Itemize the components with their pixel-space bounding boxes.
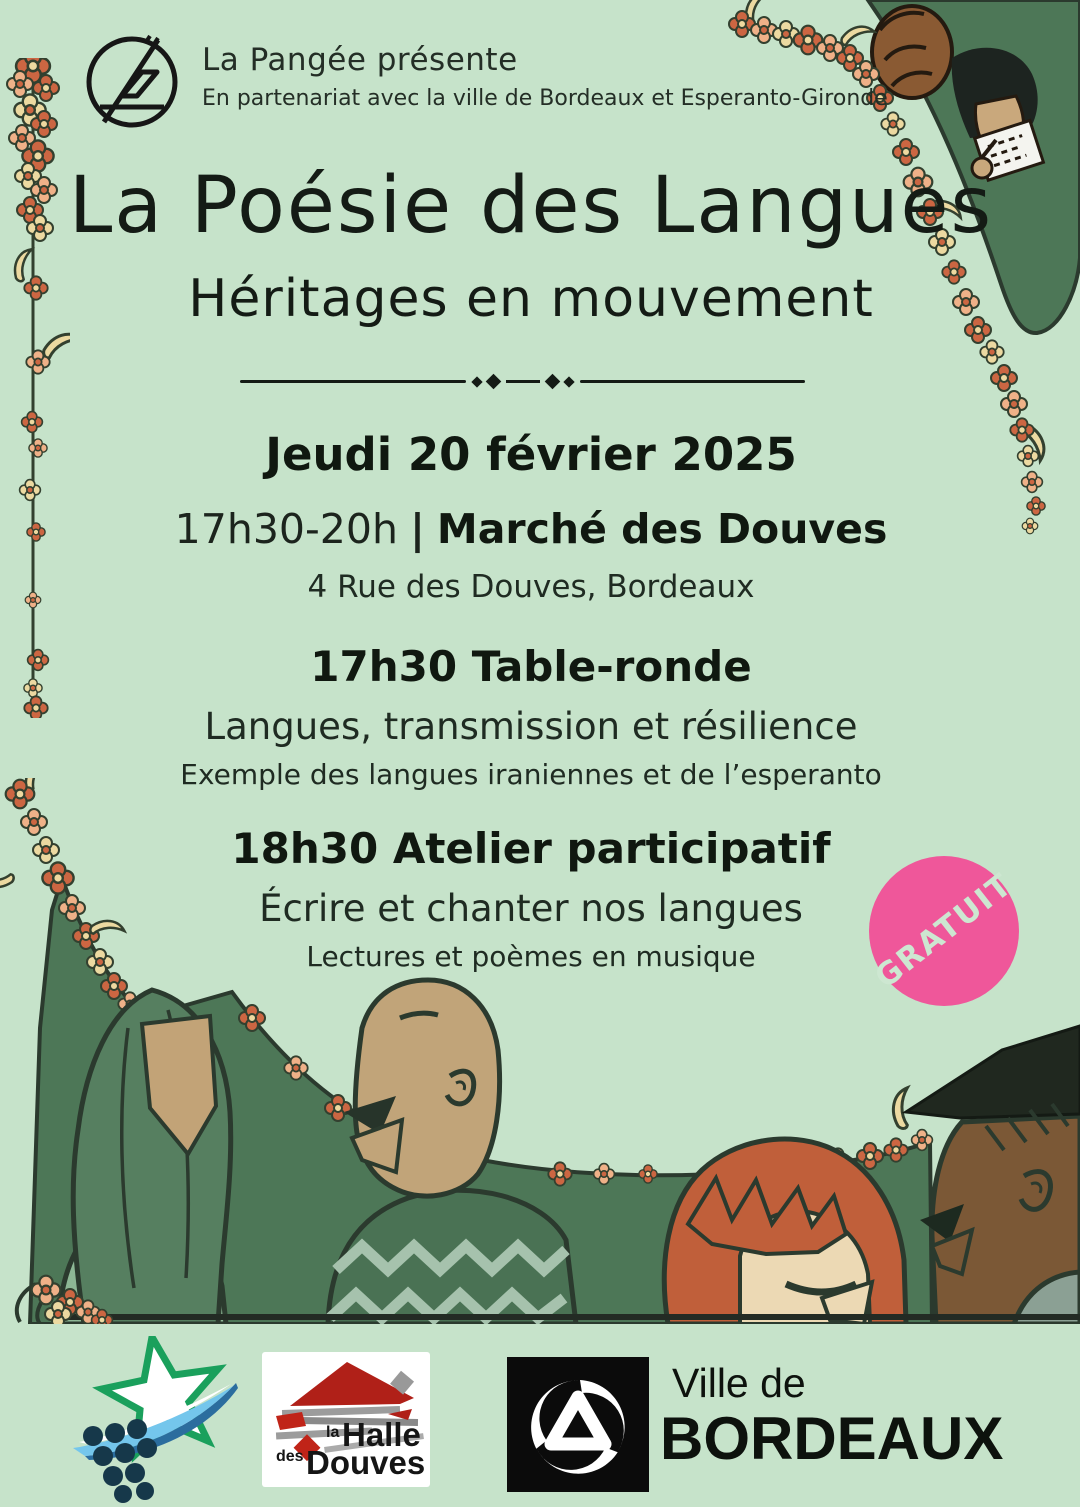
event-venue: Marché des Douves [436, 505, 888, 553]
event-time-venue [0, 505, 1062, 553]
bottom-illustration [0, 778, 1080, 1324]
esperanto-gironde-logo [55, 1336, 240, 1504]
session-table-ronde [0, 642, 1062, 791]
halle-logo-la: la [326, 1424, 340, 1441]
halle-des-douves-logo [262, 1352, 430, 1487]
session-detail: Exemple des langues iraniennes et de l’esperanto [180, 758, 882, 791]
session-subtitle: Écrire et chanter nos langues [259, 887, 803, 930]
title-divider [240, 376, 805, 387]
session-heading: 17h30 Table-ronde [310, 642, 752, 691]
ville-de-bordeaux-logo [507, 1357, 649, 1492]
gratuit-label: GRATUIT [868, 866, 1020, 996]
header [84, 34, 888, 130]
la-pangee-logo [84, 34, 180, 130]
poster-subtitle: Héritages en mouvement [188, 269, 874, 330]
event-date: Jeudi 20 février 2025 [265, 428, 797, 481]
poster-title: La Poésie des Langues [68, 161, 994, 251]
title-block [0, 150, 1062, 329]
session-subtitle: Langues, transmission et résilience [204, 705, 858, 748]
halle-logo-des: des [276, 1448, 304, 1465]
partnership-line: En partenariat avec la ville de Bordeaux et Esperanto-Gironde [202, 86, 888, 111]
halle-logo-douves: Douves [306, 1444, 426, 1481]
presenter-line: La Pangée présente [202, 42, 518, 78]
event-info [0, 428, 1062, 605]
event-address: 4 Rue des Douves, Bordeaux [307, 569, 755, 605]
event-time: 17h30-20h [174, 505, 398, 553]
bordeaux-line2: BORDEAUX [660, 1405, 1004, 1472]
separator: | [409, 505, 425, 553]
session-heading: 18h30 Atelier participatif [231, 824, 831, 873]
bordeaux-line1: Ville de [672, 1360, 806, 1406]
halle-logo-halle: Halle [342, 1416, 421, 1453]
session-detail: Lectures et poèmes en musique [306, 940, 756, 973]
